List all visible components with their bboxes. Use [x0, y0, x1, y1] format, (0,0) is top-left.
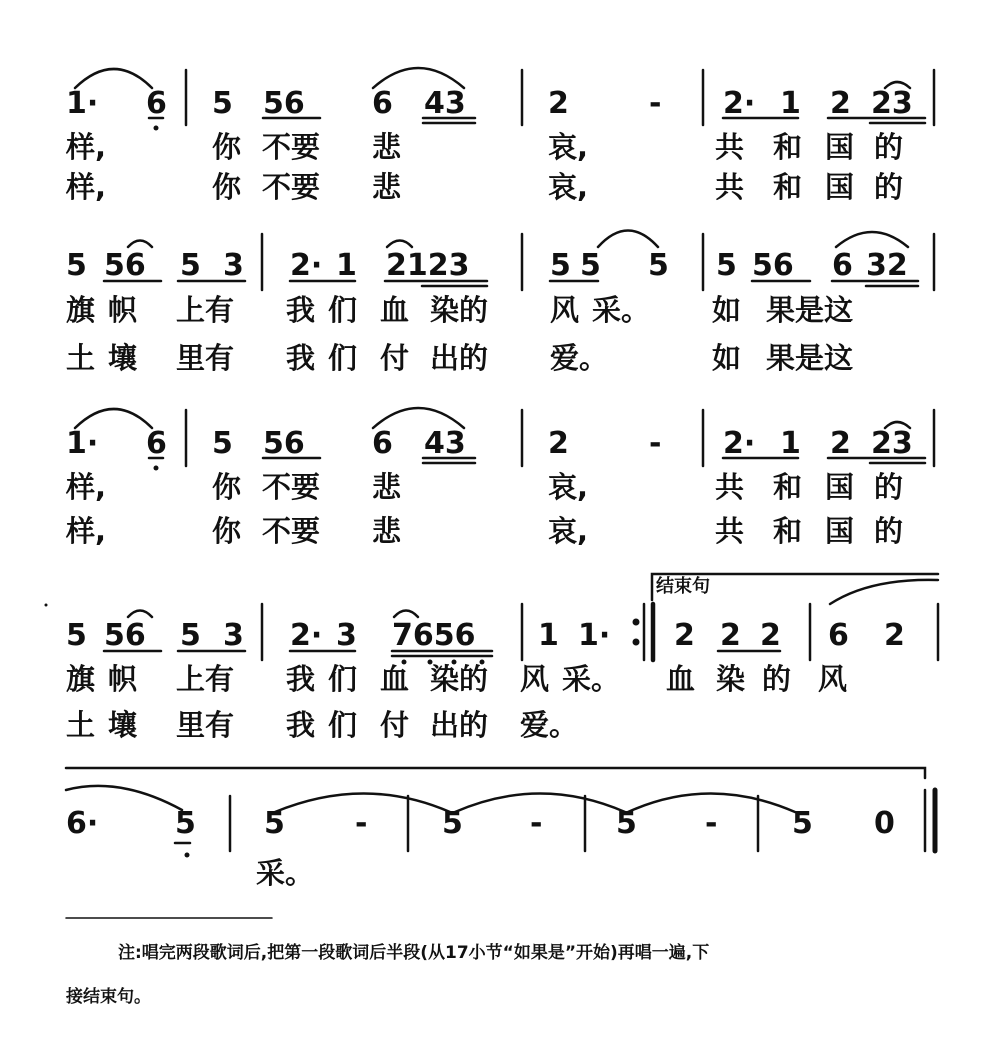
note: 6	[372, 426, 393, 461]
lyric: 果是这	[766, 341, 854, 375]
lyric: 出的	[430, 708, 489, 742]
lyric: 付	[380, 341, 410, 375]
footnote-line-1: 注:唱完两段歌词后,把第一段歌词后半段(从17小节“如果是”开始)再唱一遍,下	[118, 943, 710, 963]
lyric: 旗	[66, 662, 96, 696]
note: 5	[212, 426, 233, 461]
note: 5	[175, 806, 196, 841]
lyric: 我	[286, 293, 316, 327]
note: 2	[548, 86, 569, 121]
lyric: 国	[825, 514, 855, 548]
note: 1	[780, 86, 801, 121]
slur	[373, 68, 464, 88]
note: 6	[146, 86, 167, 121]
note: 2·	[290, 618, 323, 653]
lyric: 悲	[372, 470, 402, 504]
lyric: 我	[286, 341, 316, 375]
note: 0	[874, 806, 895, 841]
lyric: 哀,	[548, 170, 589, 204]
note: 3	[336, 618, 357, 653]
note: 5	[616, 806, 637, 841]
lyric: 土	[66, 341, 96, 375]
lyric: 的	[874, 470, 904, 504]
note: 7656	[392, 618, 476, 653]
lyric: 样,	[66, 514, 107, 548]
lyric: 国	[825, 170, 855, 204]
note: 5	[716, 248, 737, 283]
note: 6·	[66, 806, 99, 841]
note: 2123	[386, 248, 470, 283]
low-octave-dot	[185, 853, 190, 858]
lyric: 里有	[176, 341, 235, 375]
note: 1	[336, 248, 357, 283]
low-octave-dot	[154, 466, 159, 471]
lyric: 不要	[262, 130, 321, 164]
lyric: 们	[328, 708, 358, 742]
lyric: 共	[715, 130, 745, 164]
slur	[128, 611, 152, 618]
note: 1·	[66, 86, 99, 121]
volta-label: 结束句	[656, 576, 710, 597]
lyric: 风	[550, 293, 580, 327]
lyric: 采。	[562, 662, 621, 696]
note: 2	[548, 426, 569, 461]
lyric: 帜	[108, 662, 138, 696]
lyric: 国	[825, 470, 855, 504]
lyric: 我	[286, 708, 316, 742]
lyric: 果是这	[766, 293, 854, 327]
slur	[394, 611, 418, 618]
note: 43	[424, 426, 466, 461]
lyric: 样,	[66, 130, 107, 164]
lyric: 和	[773, 130, 803, 164]
lyric: 如	[712, 341, 742, 375]
slur	[598, 231, 658, 248]
slur	[830, 580, 938, 604]
lyric: 你	[212, 514, 242, 548]
lyric: 爱。	[550, 341, 609, 375]
lyric: 哀,	[548, 130, 589, 164]
note: 5	[212, 86, 233, 121]
lyric: 上有	[176, 662, 235, 696]
note: 1·	[66, 426, 99, 461]
lyric: 不要	[262, 170, 321, 204]
lyric: 你	[212, 470, 242, 504]
note: 6	[372, 86, 393, 121]
lyric: 的	[762, 662, 792, 696]
note: 56	[263, 86, 305, 121]
dash: -	[705, 806, 718, 841]
repeat-dot	[633, 619, 640, 626]
note: 5	[442, 806, 463, 841]
lyric: 我	[286, 662, 316, 696]
lyric: 们	[328, 341, 358, 375]
lyric: 壤	[108, 341, 138, 375]
note: 5	[550, 248, 571, 283]
note: 5	[180, 618, 201, 653]
lyric: 风	[520, 662, 550, 696]
lyric: 悲	[372, 170, 402, 204]
note: 5	[264, 806, 285, 841]
lyric: 帜	[108, 293, 138, 327]
lyric: 血	[666, 662, 696, 696]
lyric: 国	[825, 130, 855, 164]
note: 5	[792, 806, 813, 841]
lyric: 如	[712, 293, 742, 327]
note: 3	[223, 618, 244, 653]
lyric: 爱。	[520, 708, 579, 742]
lyric: 的	[874, 170, 904, 204]
note: 43	[424, 86, 466, 121]
note: 56	[752, 248, 794, 283]
lyric: 的	[874, 130, 904, 164]
note: 6	[832, 248, 853, 283]
lyric: 不要	[262, 470, 321, 504]
note: 56	[263, 426, 305, 461]
lyric: 和	[773, 514, 803, 548]
lyric: 血	[380, 293, 410, 327]
lyric: 染	[716, 662, 746, 696]
lyric: 共	[715, 170, 745, 204]
lyric: 采。	[592, 293, 651, 327]
low-octave-dot	[154, 126, 159, 131]
lyric: 风	[818, 662, 848, 696]
slur	[387, 241, 412, 248]
lyric: 和	[773, 470, 803, 504]
note: 5	[66, 248, 87, 283]
lyric: 和	[773, 170, 803, 204]
lyric: 们	[328, 293, 358, 327]
lyric: 共	[715, 514, 745, 548]
note: 56	[104, 248, 146, 283]
lyric: 样,	[66, 170, 107, 204]
footnote-line-2: 接结束句。	[66, 987, 151, 1007]
lyric: 采。	[256, 856, 315, 890]
note: 23	[871, 426, 913, 461]
note: 2	[760, 618, 781, 653]
lyric: 出的	[430, 341, 489, 375]
lyric: 哀,	[548, 514, 589, 548]
note: 2	[830, 426, 851, 461]
lyric: 们	[328, 662, 358, 696]
note: 2·	[723, 86, 756, 121]
note: 2·	[723, 426, 756, 461]
lyric: 共	[715, 470, 745, 504]
note: 6	[828, 618, 849, 653]
lyric: 你	[212, 170, 242, 204]
lyric: 染的	[430, 662, 489, 696]
stray-dot	[45, 604, 48, 607]
note: 2·	[290, 248, 323, 283]
lyric: 付	[380, 708, 410, 742]
note: 2	[720, 618, 741, 653]
lyric: 上有	[176, 293, 235, 327]
dash: -	[355, 806, 368, 841]
lyric: 你	[212, 130, 242, 164]
lyric: 染的	[430, 293, 489, 327]
repeat-dot	[633, 639, 640, 646]
lyric: 旗	[66, 293, 96, 327]
lyric: 悲	[372, 514, 402, 548]
note: 23	[871, 86, 913, 121]
lyric: 哀,	[548, 470, 589, 504]
note: 1	[538, 618, 559, 653]
note: 6	[146, 426, 167, 461]
lyric: 里有	[176, 708, 235, 742]
lyric: 壤	[108, 708, 138, 742]
note: 2	[884, 618, 905, 653]
tie	[66, 768, 925, 778]
dash: -	[649, 426, 662, 461]
lyric: 悲	[372, 130, 402, 164]
lyric: 血	[380, 662, 410, 696]
lyric: 的	[874, 514, 904, 548]
note: 32	[866, 248, 908, 283]
note: 5	[648, 248, 669, 283]
lyric: 样,	[66, 470, 107, 504]
slur	[373, 408, 464, 428]
slur	[128, 241, 152, 248]
lyric: 土	[66, 708, 96, 742]
note: 2	[674, 618, 695, 653]
note: 56	[104, 618, 146, 653]
dash: -	[649, 86, 662, 121]
note: 5	[66, 618, 87, 653]
dash: -	[530, 806, 543, 841]
lyric: 不要	[262, 514, 321, 548]
note: 3	[223, 248, 244, 283]
note: 2	[830, 86, 851, 121]
note: 5	[180, 248, 201, 283]
note: 1·	[578, 618, 611, 653]
note: 5	[580, 248, 601, 283]
slur	[836, 232, 908, 247]
note: 1	[780, 426, 801, 461]
